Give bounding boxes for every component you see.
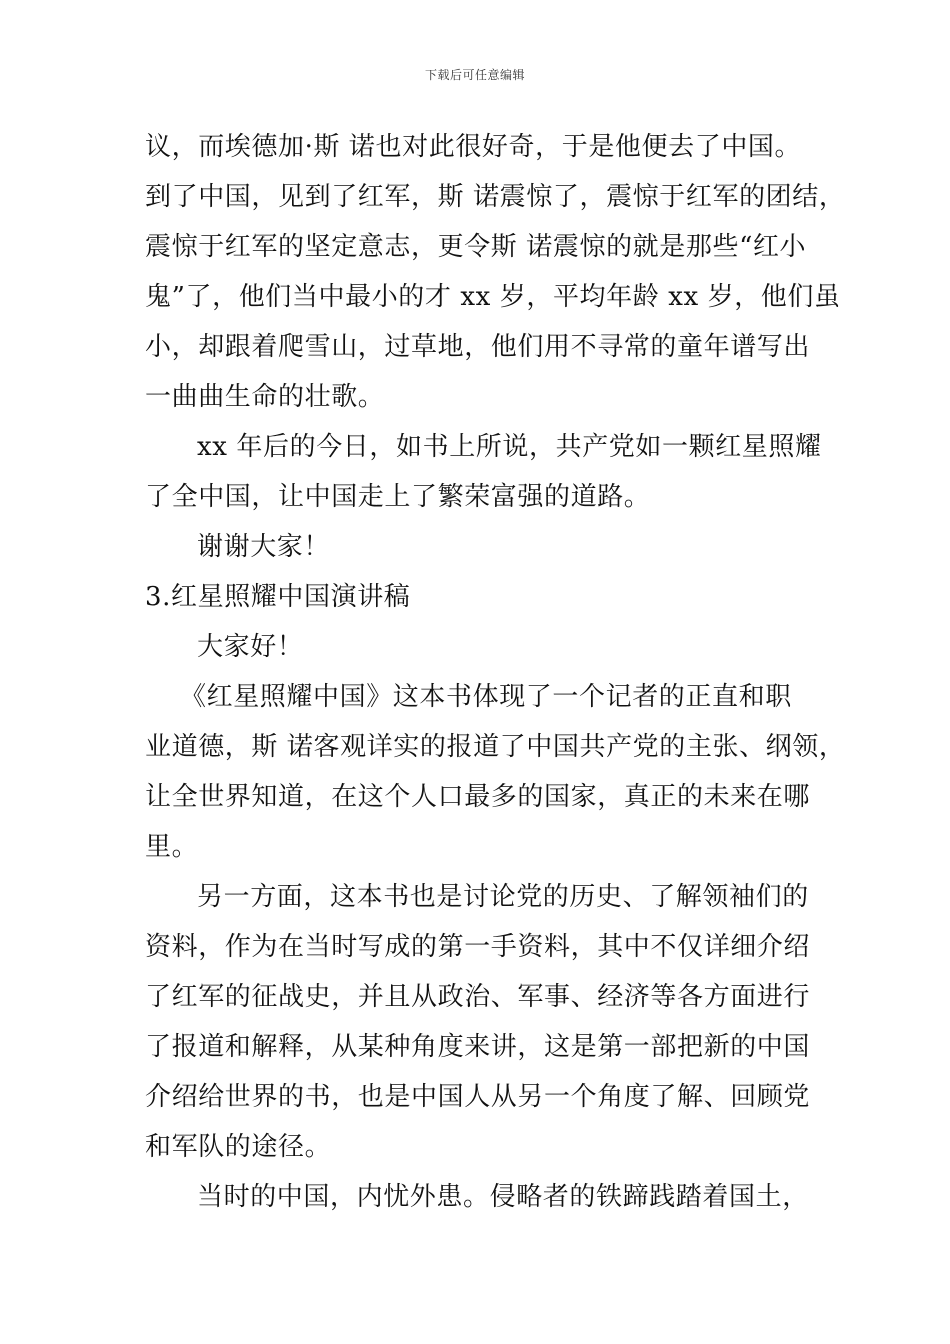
text-line: 大家好！ — [197, 632, 304, 662]
text-line: 了红军的征战史，并且从政治、军事、经济等各方面进行 — [145, 982, 811, 1012]
text-line: 介绍给世界的书，也是中国人从另一个角度了解、回顾党 — [145, 1082, 811, 1112]
text-line: 了报道和解释，从某种角度来讲，这是第一部把新的中国 — [145, 1032, 811, 1062]
text-line: 让全世界知道，在这个人口最多的国家，真正的未来在哪 — [145, 782, 811, 812]
text-line: 《红星照耀中国》这本书体现了一个记者的正直和职 — [180, 682, 792, 712]
text-line: xx 年后的今日，如书上所说，共产党如一颗红星照耀 — [197, 432, 822, 462]
text-line: 议，而埃德加·斯 诺也对此很好奇，于是他便去了中国。 — [145, 132, 802, 162]
text-line: 谢谢大家！ — [197, 532, 331, 562]
text-line: 了全中国，让中国走上了繁荣富强的道路。 — [145, 482, 651, 512]
text-line: 资料，作为在当时写成的第一手资料，其中不仅详细介绍 — [145, 932, 811, 962]
page-header: 下载后可任意编辑 — [424, 68, 525, 82]
text-line: 震惊于红军的坚定意志，更令斯 诺震惊的就是那些“红小 — [145, 232, 807, 262]
text-line: 另一方面，这本书也是讨论党的历史、了解领袖们的 — [197, 882, 809, 912]
text-line: 到了中国，见到了红军，斯 诺震惊了，震惊于红军的团结， — [145, 182, 846, 212]
text-line: 小，却跟着爬雪山，过草地，他们用不寻常的童年谱写出 — [145, 332, 811, 362]
text-line: 和军队的途径。 — [145, 1132, 332, 1162]
text-line: 鬼”了，他们当中最小的才 xx 岁，平均年龄 xx 岁，他们虽 — [145, 282, 841, 312]
text-line: 一曲曲生命的壮歌。 — [145, 382, 385, 412]
section-heading: 3.红星照耀中国演讲稿 — [145, 582, 411, 612]
text-line: 业道德，斯 诺客观详实的报道了中国共产党的主张、纲领， — [145, 732, 846, 762]
text-line: 里。 — [145, 832, 199, 862]
text-line: 当时的中国，内忧外患。侵略者的铁蹄践踏着国土， — [197, 1182, 809, 1212]
